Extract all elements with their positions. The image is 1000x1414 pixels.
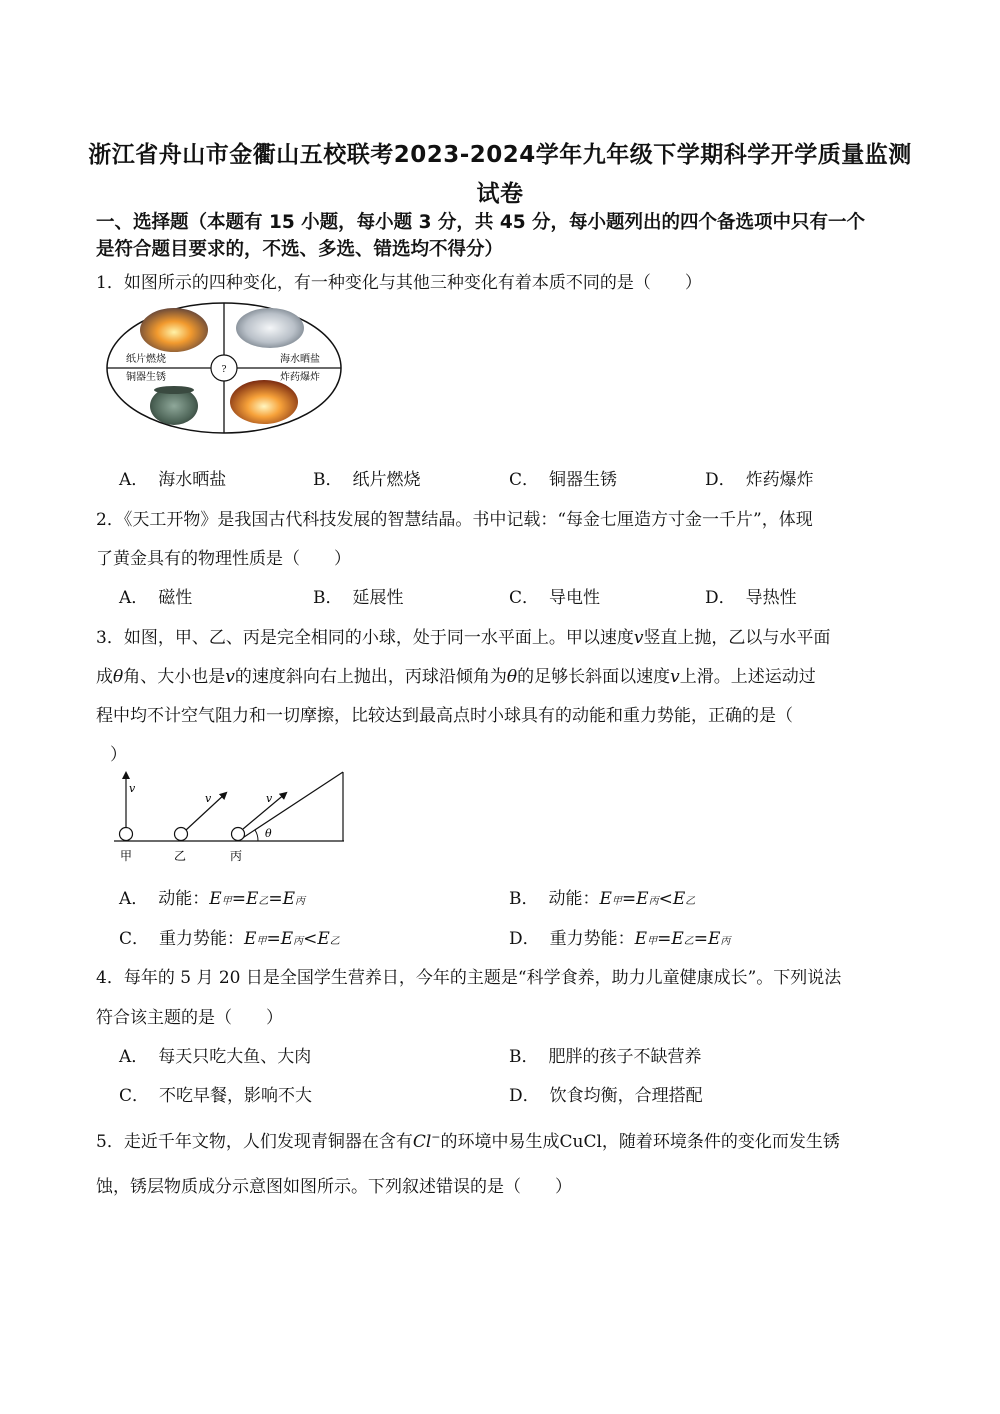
section-heading [96, 209, 916, 263]
q3-stem-line2 [96, 662, 816, 687]
energy-symbol: E [634, 929, 648, 949]
option-prefix: 重力势能： [549, 929, 635, 949]
option-label: A． [119, 889, 149, 909]
option-label: D． [509, 929, 540, 949]
q1-figure-center-mark: ? [221, 365, 227, 375]
q1-option-b[interactable] [313, 465, 421, 490]
option-label: D． [705, 588, 736, 608]
subscript: 甲 [611, 896, 622, 907]
theta-arc [255, 830, 258, 841]
option-prefix: 重力势能： [159, 929, 245, 949]
paper-burning-photo [140, 308, 208, 352]
ball1-v-label: v [129, 782, 136, 795]
energy-symbol: E [244, 929, 257, 949]
option-label: C． [509, 588, 540, 608]
q1-stem: 1．如图所示的四种变化，有一种变化与其他三种变化有着本质不同的是（ ） [96, 273, 702, 293]
energy-symbol: E [209, 889, 222, 909]
q5-ion: Cl [412, 1132, 432, 1152]
q3-option-b[interactable] [509, 884, 695, 909]
q3-var-theta: θ [506, 667, 518, 687]
option-label: A． [119, 470, 149, 490]
option-text: 纸片燃烧 [352, 470, 421, 490]
q3-var-v: v [633, 628, 644, 648]
q2-stem-line2: 了黄金具有的物理性质是（ ） [96, 549, 351, 569]
q1-label-explosive: 炸药爆炸 [280, 372, 320, 383]
relation: = [621, 889, 637, 909]
q3-text: 角、大小也是 [123, 667, 226, 687]
relation: = [657, 929, 672, 949]
ball3-label: 丙 [230, 849, 243, 863]
q2-option-d[interactable] [705, 583, 797, 608]
option-text: 不吃早餐，影响不大 [159, 1086, 313, 1106]
q4-option-a[interactable] [119, 1042, 311, 1067]
option-label: C． [509, 470, 540, 490]
energy-symbol: E [636, 889, 649, 909]
energy-symbol: E [280, 929, 294, 949]
relation: = [266, 929, 281, 949]
energy-symbol: E [707, 929, 721, 949]
q3-figure [112, 768, 352, 868]
q2-option-b[interactable] [313, 583, 404, 608]
option-label: A． [119, 1047, 149, 1067]
option-label: D． [509, 1086, 540, 1106]
q1-option-c[interactable] [509, 465, 617, 490]
q3-option-a[interactable] [119, 884, 305, 909]
q3-text: 的速度斜向右上抛出，丙球沿倾角为 [234, 667, 507, 687]
option-label: A． [119, 588, 149, 608]
subscript: 甲 [256, 936, 267, 947]
option-label: B． [509, 889, 539, 909]
q3-stem-line4: ） [110, 745, 127, 765]
theta-label: θ [265, 827, 272, 840]
q5-text: 的环境中易生成 [440, 1132, 560, 1152]
ball2-v-label: v [205, 792, 212, 805]
q1-figure [104, 298, 344, 438]
doc-title-line1: 浙江省舟山市金衢山五校联考2023-2024学年九年级下学期科学开学质量监测 [88, 142, 912, 168]
subscript: 丙 [720, 936, 731, 947]
energy-symbol: E [672, 889, 686, 909]
incline-surface [238, 772, 343, 841]
q3-var-theta: θ [113, 667, 124, 687]
q4-option-c[interactable] [119, 1081, 312, 1106]
q3-option-c[interactable] [119, 924, 340, 949]
q2-option-c[interactable] [509, 583, 600, 608]
energy-symbol: E [282, 889, 296, 909]
q5-formula: CuCl [559, 1132, 602, 1152]
relation: < [658, 889, 673, 909]
q5-text: 5．走近千年文物，人们发现青铜器在含有 [96, 1132, 413, 1152]
q3-option-d[interactable] [509, 924, 730, 949]
q5-stem-line1 [96, 1127, 840, 1152]
section-heading-line1: 一、选择题（本题有 15 小题，每小题 3 分，共 45 分，每小题列出的四个备选项中只有一个 [96, 212, 866, 233]
q2-stem-line1: 2．《天工开物》是我国古代科技发展的智慧结晶。书中记载：“每金七厘造方寸金一千片”，体现 [96, 510, 813, 530]
option-text: 每天只吃大鱼、大肉 [158, 1047, 312, 1067]
option-text: 磁性 [158, 588, 193, 608]
energy-symbol: E [245, 889, 259, 909]
option-text: 导电性 [549, 588, 601, 608]
q1-option-d[interactable] [705, 465, 814, 490]
ball-jia [120, 828, 133, 841]
q4-stem-line1: 4．每年的 5 月 20 日是全国学生营养日，今年的主题是“科学食养，助力儿童健康成长”。下列说法 [96, 968, 842, 988]
option-label: C． [119, 929, 150, 949]
subscript: 乙 [683, 936, 694, 947]
option-text: 肥胖的孩子不缺营养 [548, 1047, 702, 1067]
q1-label-bronze: 铜器生锈 [126, 372, 166, 383]
q3-stem-line3: 程中均不计空气阻力和一切摩擦，比较达到最高点时小球具有的动能和重力势能，正确的是（ [96, 706, 793, 726]
q4-stem-line2: 符合该主题的是（ ） [96, 1008, 283, 1028]
option-prefix: 动能： [158, 889, 210, 909]
option-text: 延展性 [352, 588, 404, 608]
subscript: 乙 [685, 896, 696, 907]
explosion-photo [230, 380, 298, 424]
option-text: 导热性 [745, 588, 797, 608]
ball3-v-label: v [266, 792, 273, 805]
q3-var-v: v [225, 667, 235, 687]
q5-text: ，随着环境条件的变化而发生锈 [601, 1132, 840, 1152]
option-label: D． [705, 470, 736, 490]
q1-label-salt: 海水晒盐 [280, 354, 320, 365]
ball-yi [175, 828, 188, 841]
doc-title-line2: 试卷 [476, 181, 524, 207]
subscript: 丙 [648, 896, 659, 907]
ball1-label: 甲 [120, 849, 133, 863]
q3-stem-line1 [96, 623, 830, 648]
option-label: B． [313, 470, 343, 490]
relation: = [231, 889, 246, 909]
q4-option-b[interactable] [509, 1042, 702, 1067]
q4-option-d[interactable] [509, 1081, 703, 1106]
option-text: 海水晒盐 [158, 470, 227, 490]
energy-symbol: E [671, 929, 684, 949]
option-prefix: 动能： [548, 889, 600, 909]
relation: = [693, 929, 708, 949]
q1-label-paper: 纸片燃烧 [126, 354, 166, 365]
subscript: 甲 [647, 936, 658, 947]
relation: < [303, 929, 318, 949]
q5-ion-charge: − [431, 1130, 441, 1144]
option-text: 炸药爆炸 [745, 470, 814, 490]
option-text: 饮食均衡，合理搭配 [549, 1086, 703, 1106]
ball-bing [232, 828, 245, 841]
subscript: 甲 [221, 896, 232, 907]
subscript: 乙 [258, 896, 269, 907]
q5-stem-line2: 蚀，锈层物质成分示意图如图所示。下列叙述错误的是（ ） [96, 1177, 572, 1197]
subscript: 丙 [295, 896, 306, 907]
energy-symbol: E [317, 929, 330, 949]
relation: = [268, 889, 283, 909]
sea-salt-photo [236, 308, 304, 348]
option-label: C． [119, 1086, 150, 1106]
q3-text: 竖直上抛，乙以与水平面 [643, 628, 831, 648]
subscript: 乙 [329, 936, 340, 947]
energy-symbol: E [599, 889, 612, 909]
q1-option-a[interactable] [119, 465, 226, 490]
q3-text: 的足够长斜面以速度 [517, 667, 671, 687]
q2-option-a[interactable] [119, 583, 192, 608]
option-label: B． [313, 588, 343, 608]
q3-text: 上滑。上述运动过 [679, 667, 816, 687]
subscript: 丙 [293, 936, 304, 947]
option-label: B． [509, 1047, 539, 1067]
q3-text: 成 [96, 667, 113, 687]
ball2-label: 乙 [174, 849, 187, 863]
option-text: 铜器生锈 [549, 470, 618, 490]
q3-var-v: v [670, 667, 680, 687]
section-heading-line2: 是符合题目要求的，不选、多选、错选均不得分） [96, 239, 504, 260]
q3-text: 3．如图，甲、乙、丙是完全相同的小球，处于同一水平面上。甲以速度 [96, 628, 634, 648]
